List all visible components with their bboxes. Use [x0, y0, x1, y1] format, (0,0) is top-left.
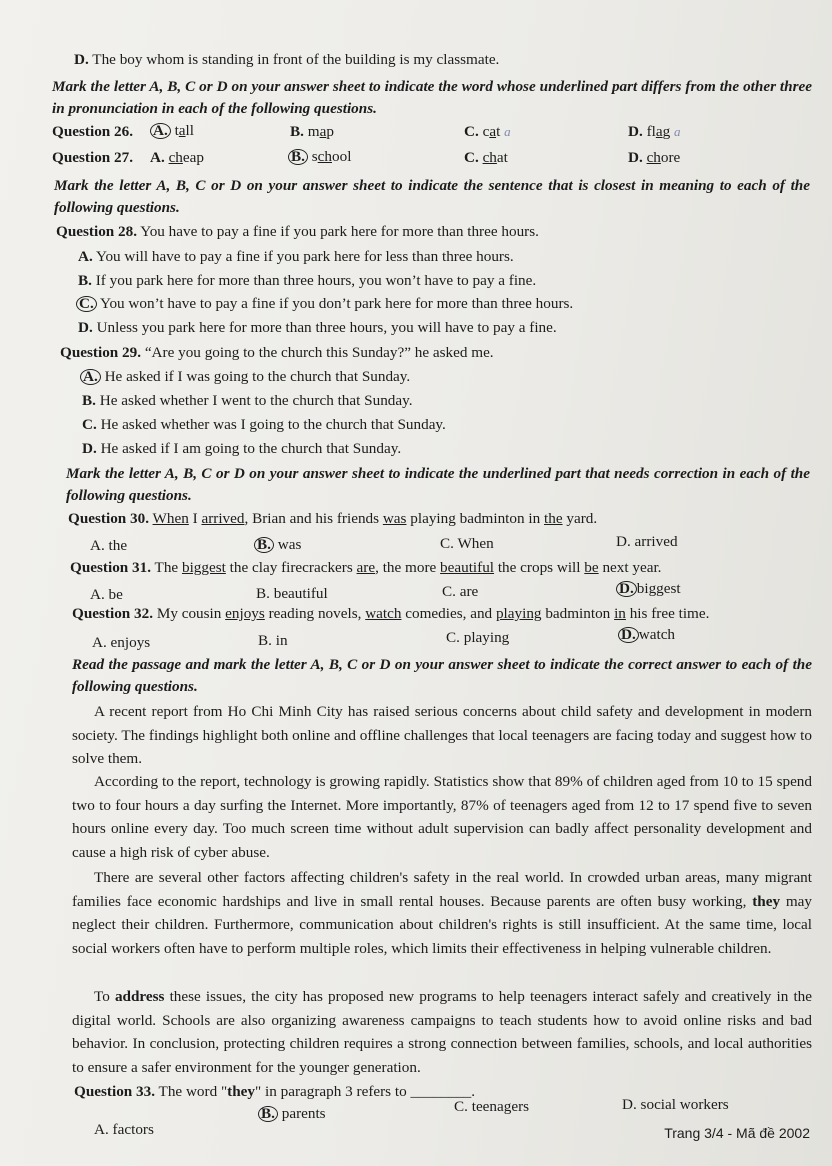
q27-option-b: B. school	[288, 147, 351, 168]
q26-option-c: C. cat a	[464, 123, 511, 140]
section3-instruction: Mark the letter A, B, C or D on your answer sheet to indicate the underlined part that needs correction in each of the following questions.	[66, 465, 810, 504]
q33-option-a: A. factors	[94, 1121, 154, 1138]
question-28-stem: Question 28. You have to pay a fine if you park here for more than three hours.	[56, 223, 539, 240]
q32-option-c: C. playing	[446, 629, 510, 646]
q25-option-d: D. The boy whom is standing in front of the building is my classmate.	[74, 51, 500, 68]
section2-instruction: Mark the letter A, B, C or D on your answer sheet to indicate the sentence that is closest in meaning to each of the following questions.	[54, 177, 810, 216]
passage-paragraph-4: To address these issues, the city has proposed new programs to help teenagers interact safely and creatively in the digital world. Schools are also organizing awareness campaigns to teach students how to avoid online risks and bad behavior. In conclusion, protecting children requires a strong connection between families, schools, and local authorities to ensure a safer environment for the younger generation.	[72, 988, 812, 1076]
q29-option-c: C. He asked whether was I going to the church that Sunday.	[82, 416, 446, 433]
question-29-stem: Question 29. “Are you going to the church this Sunday?” he asked me.	[60, 344, 494, 361]
q31-option-b: B. beautiful	[256, 585, 328, 602]
q30-option-a: A. the	[90, 537, 128, 554]
q32-option-a: A. enjoys	[92, 634, 151, 651]
question-32-stem: Question 32. My cousin enjoys reading novels, watch comedies, and playing badminton in his free time.	[72, 605, 710, 622]
section1-instruction: Mark the letter A, B, C or D on your answer sheet to indicate the word whose underlined part differs from the other three in pronunciation in each of the following questions.	[52, 78, 812, 117]
q26-option-b: B. map	[290, 123, 334, 140]
q27-option-c: C. chat	[464, 149, 508, 166]
q28-option-c: C. You won’t have to pay a fine if you don’t park here for more than three hours.	[76, 294, 573, 315]
passage-paragraph-3: There are several other factors affecting children's safety in the real world. In crowded urban areas, many migrant families face economic hardships and live in small rental houses. Because parents are often busy working, they may neglect their children. Furthermore, communication about children's rights is still insufficient. At the same time, local social workers often have to perform multiple roles, which limits their effectiveness in helping vulnerable children.	[72, 869, 812, 957]
q28-option-d: D. Unless you park here for more than three hours, you will have to pay a fine.	[78, 319, 557, 336]
q29-option-d: D. He asked if I am going to the church that Sunday.	[82, 440, 402, 457]
page-footer: Trang 3/4 - Mã đề 2002	[664, 1125, 810, 1141]
q30-option-c: C. When	[440, 535, 494, 552]
question-31-stem: Question 31. The biggest the clay firecrackers are, the more beautiful the crops will be next year.	[70, 559, 662, 576]
q28-option-b: B. If you park here for more than three hours, you won’t have to pay a fine.	[78, 272, 537, 289]
q29-option-a: A. He asked if I was going to the church that Sunday.	[80, 367, 410, 388]
q33-option-c: C. teenagers	[454, 1098, 530, 1115]
q30-option-b: B. was	[254, 535, 301, 556]
q26-option-d: D. flag a	[628, 123, 681, 140]
q31-option-a: A. be	[90, 586, 123, 603]
question-33-stem: Question 33. The word "they" in paragraph 3 refers to ________.	[74, 1083, 476, 1100]
q28-option-a: A. You will have to pay a fine if you park here for less than three hours.	[78, 248, 514, 265]
q27-option-d: D. chore	[628, 149, 681, 166]
q30-option-d: D. arrived	[616, 533, 678, 550]
q31-option-c: C. are	[442, 583, 479, 600]
q32-option-d: D. watch	[618, 625, 675, 646]
q29-option-b: B. He asked whether I went to the church that Sunday.	[82, 392, 413, 409]
q31-option-d: D. biggest	[616, 579, 681, 600]
passage-paragraph-2: According to the report, technology is growing rapidly. Statistics show that 89% of children aged from 10 to 15 spend two to four hours a day surfing the Internet. More importantly, 87% of teenagers aged from 12 to 17 spend five to seven hours online every day. Too much screen time without adult supervision can badly affect personality development and cause a high risk of cyber abuse.	[72, 773, 812, 861]
q26-option-a: A. tall	[150, 121, 194, 142]
passage-paragraph-1: A recent report from Ho Chi Minh City has raised serious concerns about child safety and development in modern society. The findings highlight both online and offline challenges that local teenagers are facing today and suggest how to solve them.	[72, 703, 812, 767]
exam-page: D. The boy whom is standing in front of the building is my classmate. Mark the letter A, B, C or D on your answer sheet to indicate the word whose underlined part differs from the other three in pronunciation in each of the following questions. Question 26. A. tall B. map C. cat a D. flag a Question 27. A. cheap B. school C. chat D. chore Mark the letter A, B, C or D on your answer sheet to indicate the sentence that is closest in meaning to each of the following questions. Question 28. You have to pay a fine if you park here for more than three hours. A. You will have to pay a fine if you park here for less than three hours. B. If you park here for more than three hours, you won’t have to pay a fine. C. You won’t have to pay a fine if you don’t park here for more than three hours. D. Unless you park here for more than three hours, you will have to pay a fine. Question 29. “Are you going to the church this Sunday?” he asked me. A. He asked if I was going to the church that Sunday. B. He asked whether I went to the church that Sunday. C. He asked whether was I going to the church that Sunday. D. He asked if I am going to the church that Sunday. Mark the letter A, B, C or D on your answer sheet to indicate the underlined part that needs correction in each of the following questions. Question 30. When I arrived, Brian and his friends was playing badminton in the yard. A. the B. was C. When D. arrived Question 31. The biggest the clay firecrackers are, the more beautiful the crops will be next year. A. be B. beautiful C. are D. biggest Question 32. My cousin enjoys reading novels, watch comedies, and playing badminton in his free time. A. enjoys B. in C. playing D. watch Read the passage and mark the letter A, B, C or D on your answer sheet to indicate the correct answer to each of the following questions. A recent report from Ho Chi Minh City has raised serious concerns about child safety and development in modern society. The findings highlight both online and offline challenges that local teenagers are facing today and suggest how to solve them. According to the report, technology is growing rapidly. Statistics show that 89% of children aged from 10 to 15 spend two to four hours a day surfing the Internet. More importantly, 87% of teenagers aged from 12 to 17 spend five to seven hours online every day. Too much screen time without adult supervision can badly affect personality development and cause a high risk of cyber abuse. There are several other factors affecting children's safety in the real world. In crowded urban areas, many migrant families face economic hardships and live in small rental houses. Because parents are often busy working, they may neglect their children. Furthermore, communication about children's rights is still insufficient. At the same time, local social workers often have to perform multiple roles, which limits their effectiveness in helping vulnerable children. To address these issues, the city has proposed new programs to help teenagers interact safely and creatively in the digital world. Schools are also organizing awareness campaigns to teach students how to avoid online risks and bad behavior. In conclusion, protecting children requires a strong connection between families, schools, and local authorities to ensure a safer environment for the younger generation. Question 33. The word "they" in paragraph 3 refers to ________. A. factors B. parents C. teenagers D. social workers Trang 3/4 - Mã đề 2002	[0, 0, 832, 1166]
section4-instruction: Read the passage and mark the letter A, B, C or D on your answer sheet to indicate the correct answer to each of the following questions.	[72, 656, 812, 695]
q27-option-a: A. cheap	[150, 149, 204, 166]
q32-option-b: B. in	[258, 632, 288, 649]
q33-option-d: D. social workers	[622, 1096, 729, 1113]
question-30-stem: Question 30. When I arrived, Brian and his friends was playing badminton in the yard.	[68, 510, 598, 527]
q33-option-b: B. parents	[258, 1104, 326, 1125]
